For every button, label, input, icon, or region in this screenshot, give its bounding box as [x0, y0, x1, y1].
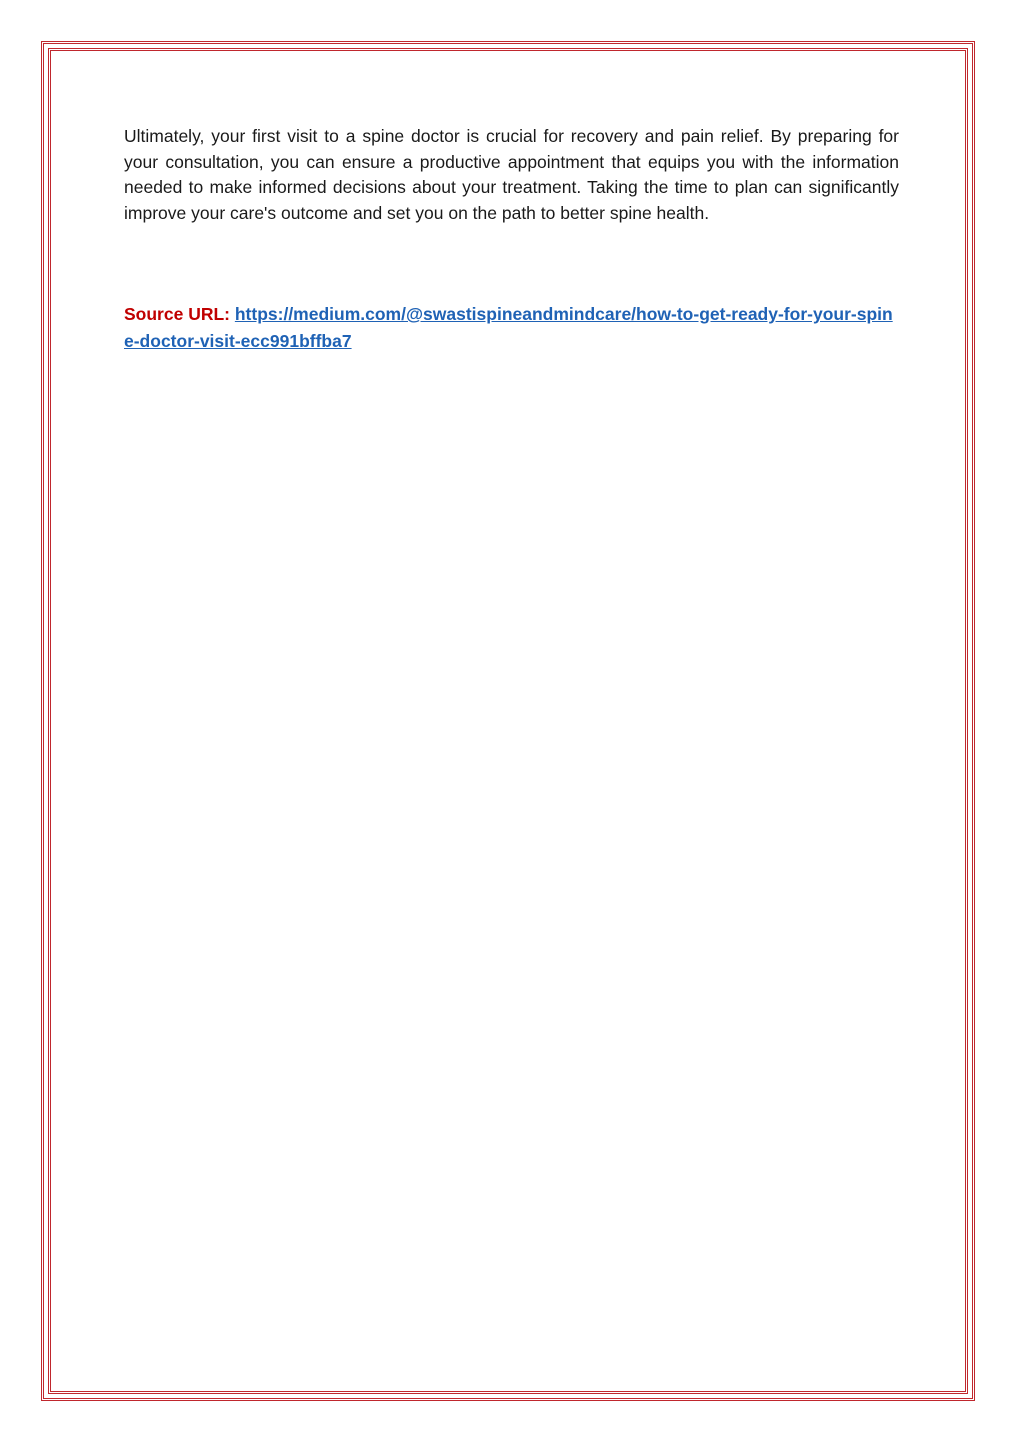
source-url-link[interactable]: https://medium.com/@swastispineandmindcare/how-to-get-ready-for-your-spine-doctor-visit-ecc991bffba7 [124, 304, 893, 351]
source-line [124, 301, 899, 355]
document-content [124, 124, 899, 355]
source-label: Source URL: [124, 304, 230, 324]
conclusion-paragraph: Ultimately, your first visit to a spine doctor is crucial for recovery and pain relief. By preparing for your consultation, you can ensure a productive appointment that equips you with the information needed to make informed decisions about your treatment. Taking the time to plan can significantly improve your care's outcome and set you on the path to better spine health. [124, 126, 899, 223]
